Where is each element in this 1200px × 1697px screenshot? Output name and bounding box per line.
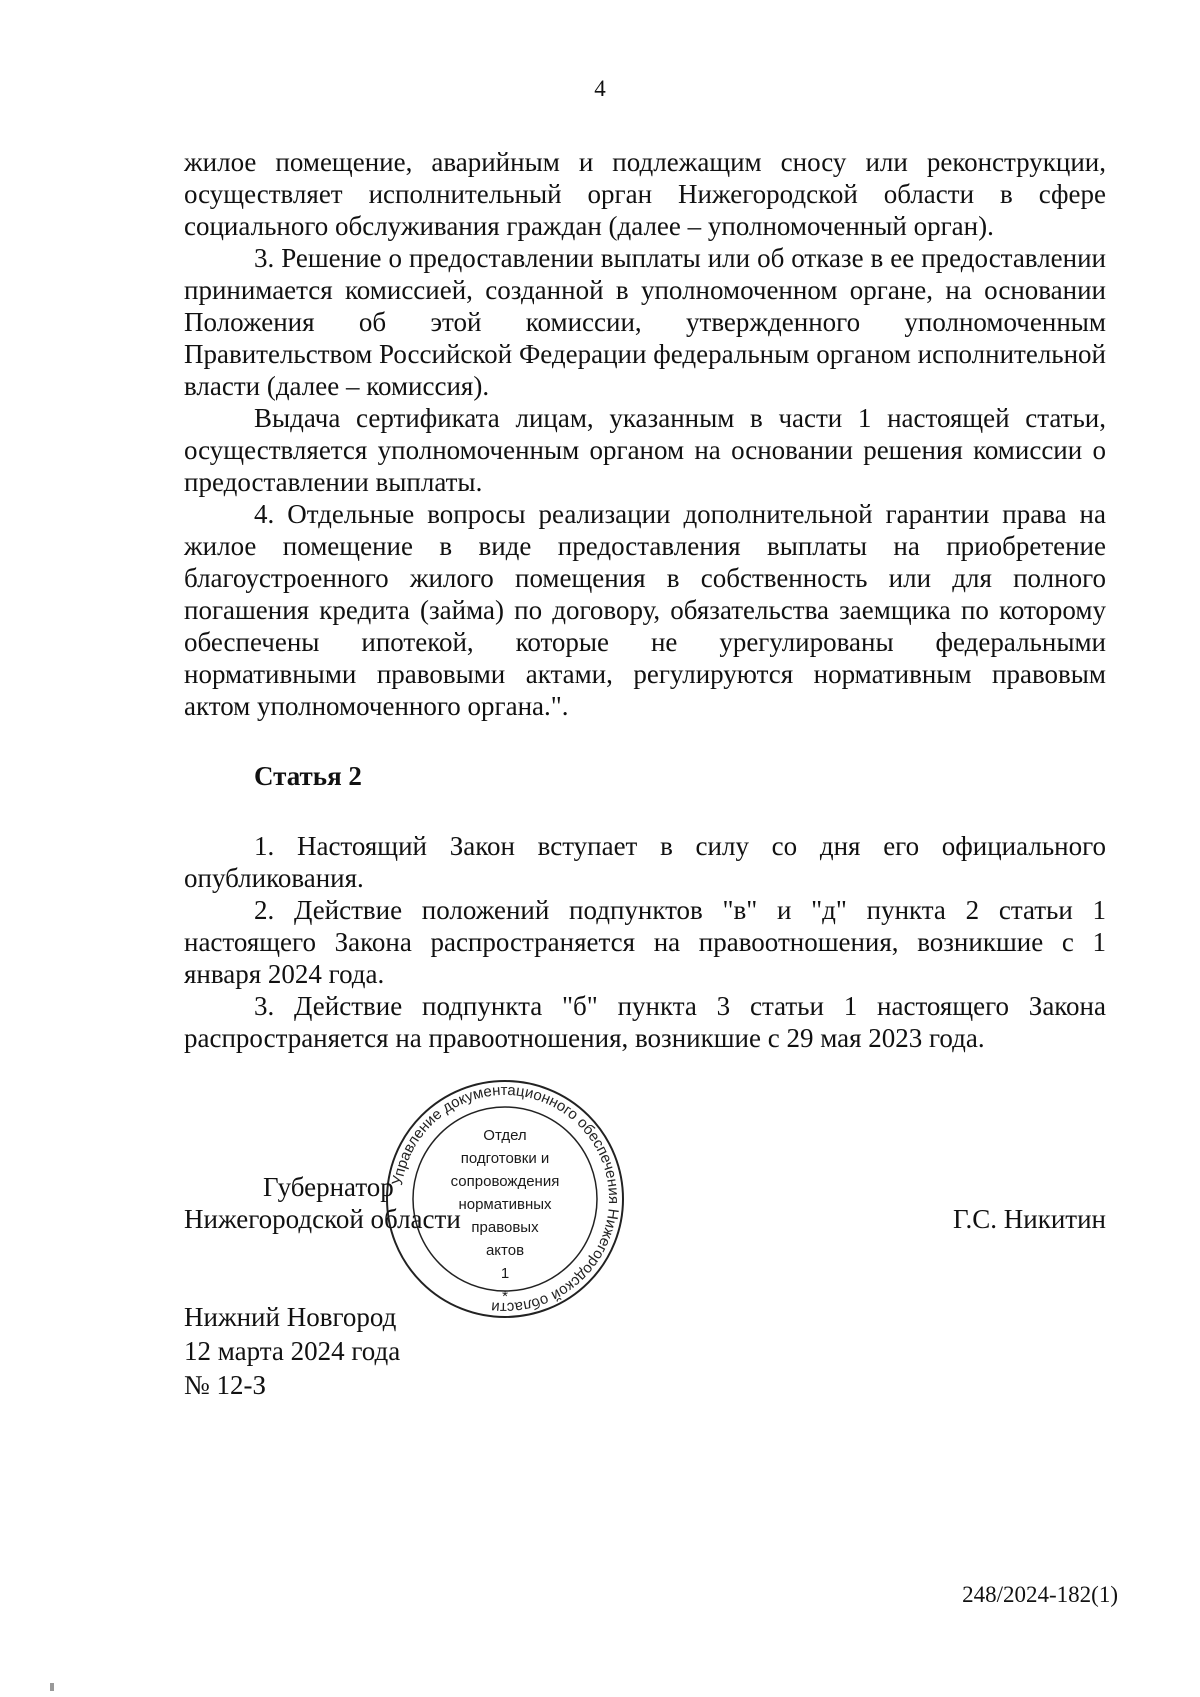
article-2-paragraph-2: 2. Действие положений подпунктов "в" и "д" пункта 2 статьи 1 настоящего Закона распространяется на правоотношения, возникшие с 1 января 2024 года. (184, 895, 1106, 989)
stamp-line: Отдел (483, 1127, 527, 1144)
signature-name: Г.С. Никитин (952, 1204, 1106, 1234)
stamp-line: сопровождения (450, 1173, 560, 1190)
article-2-paragraph-1: 1. Настоящий Закон вступает в силу со дня его официального опубликования. (184, 831, 1106, 893)
stamp-number: 1 (500, 1265, 510, 1282)
law-number: № 12-З (184, 1370, 267, 1400)
stamp-line: подготовки и (460, 1150, 550, 1167)
paragraph-item-4: 4. Отдельные вопросы реализации дополнительной гарантии права на жилое помещение в виде предоставления выплаты на приобретение благоустроенного жилого помещения в собственность или для полного погашения кредита (займа) по договору, обязательства заемщика по которому обеспечены ипотекой, которые не урегулированы федеральными нормативными правовыми актами, регулируются нормативным правовым актом уполномоченного органа.". (184, 499, 1106, 721)
place-date-block (184, 1300, 400, 1402)
paragraph-continuation: жилое помещение, аварийным и подлежащим сносу или реконструкции, осуществляет исполнительный орган Нижегородской области в сфере социального обслуживания граждан (далее – уполномоченный орган). (184, 147, 1106, 241)
paragraph-item-3: 3. Решение о предоставлении выплаты или об отказе в ее предоставлении принимается комиссией, созданной в уполномоченном органе, на основании Положения об этой комиссии, утвержденного уполномоченным Правительством Российской Федерации федеральным органом исполнительной власти (далее – комиссия). (184, 243, 1106, 401)
article-2-heading: Статья 2 (254, 761, 362, 791)
signature-title-line1: Губернатор (263, 1172, 394, 1202)
place-date: 12 марта 2024 года (184, 1336, 401, 1366)
stamp-line: нормативных (458, 1196, 552, 1213)
signature-title (184, 1171, 461, 1235)
paragraph-certificate: Выдача сертификата лицам, указанным в части 1 настоящей статьи, осуществляется уполномоченным органом на основании решения комиссии о предоставлении выплаты. (184, 403, 1106, 497)
document-body (184, 146, 1106, 1054)
stamp-star: * (502, 1288, 508, 1305)
stamp-line: правовых (471, 1219, 539, 1236)
place-city: Нижний Новгород (184, 1302, 397, 1332)
scan-mark (50, 1683, 54, 1691)
article-2-paragraph-3: 3. Действие подпункта "б" пункта 3 статьи 1 настоящего Закона распространяется на правоотношения, возникшие с 29 мая 2023 года. (184, 991, 1106, 1053)
signature-title-line2: Нижегородской области (184, 1204, 461, 1234)
page-number: 4 (594, 76, 606, 101)
stamp-ring-text: Управление документационного обеспечения Нижегородской области (388, 1081, 623, 1317)
document-code: 248/2024-182(1) (962, 1582, 1118, 1607)
stamp-line: актов (485, 1242, 525, 1259)
